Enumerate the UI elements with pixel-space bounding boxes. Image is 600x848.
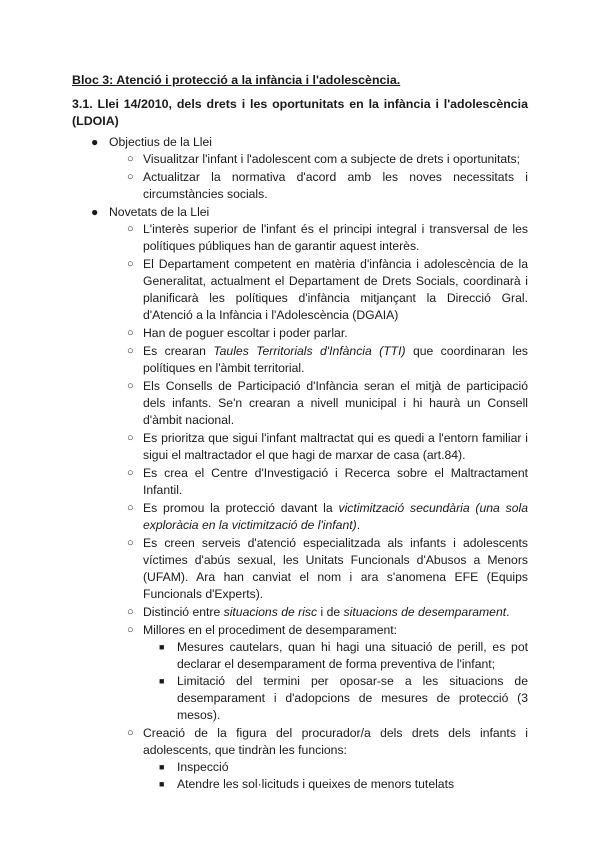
bullet-circle-icon: ○ (127, 327, 134, 339)
list-item (109, 500, 528, 534)
bullet-circle-icon: ○ (127, 432, 134, 444)
list-item (109, 430, 528, 464)
list-item (109, 325, 528, 342)
list-item (143, 776, 528, 793)
bullet-circle-icon: ○ (127, 223, 134, 235)
novetat-text-pre: Distinció entre (143, 605, 224, 619)
bullet-disc-icon: ● (91, 135, 99, 149)
novetat-emphasis: victimització secundària (una sola exploràcia en la victimització de l'infant) (143, 501, 528, 532)
novetat-emphasis: situacions de desemparament (343, 605, 507, 619)
novetats-heading: Novetats de la Llei (109, 205, 210, 219)
bullet-circle-icon: ○ (127, 258, 134, 270)
list-item (109, 465, 528, 499)
list-item (109, 221, 528, 255)
novetat-text-post: . (506, 605, 510, 619)
subitem-text: Limitació del termini per oposar-se a les situacions de desemparament i d'adopcions de mesures de protecció (3 mesos). (177, 674, 528, 722)
bullet-circle-icon: ○ (127, 467, 134, 479)
bullet-square-icon: ■ (159, 762, 165, 772)
bullet-circle-icon: ○ (127, 606, 134, 618)
bloc-title: Bloc 3: Atenció i protecció a la infància i l'adolescència. (72, 73, 401, 87)
novetat-text: Es prioritza que sigui l'infant maltractat qui es quedi a l'entorn familiar i sigui el maltractador el que hagi de marxar de casa (art.84). (143, 431, 528, 462)
novetat-text: Es creen serveis d'atenció especialitzada als infants i adolescents víctimes d'abús sexual, les Unitats Funcionals d'Abusos a Menors (UFAM). Ara han canviat el nom i ara s'anomena EFE (Equips Funcionals d'Experts). (143, 536, 528, 601)
novetat-emphasis: situacions de risc (223, 605, 318, 619)
novetat-text: Creació de la figura del procurador/a dels drets dels infants i adolescents, que tindràn les funcions: (143, 726, 528, 757)
list-item (109, 151, 528, 168)
objectius-list (109, 151, 528, 203)
bullet-circle-icon: ○ (127, 171, 134, 183)
list-item (109, 535, 528, 603)
subitem-text: Atendre les sol·licituds i queixes de menors tutelats (177, 777, 455, 791)
bullet-square-icon: ■ (159, 779, 165, 789)
main-list (72, 134, 528, 793)
subitem-text: Inspecció (177, 760, 229, 774)
objectiu-text: Visualitzar l'infant i l'adolescent com a subjecte de drets i oportunitats; (143, 152, 521, 166)
bullet-square-icon: ■ (159, 676, 165, 686)
novetat-text-pre: Es promou la protecció davant la (143, 501, 339, 515)
bullet-square-icon: ■ (159, 642, 165, 652)
bullet-circle-icon: ○ (127, 345, 134, 357)
list-item (109, 169, 528, 203)
novetats-list (109, 221, 528, 793)
novetat-text: Han de poguer escoltar i poder parlar. (143, 326, 348, 340)
list-item (109, 378, 528, 429)
subitem-text: Mesures cautelars, quan hi hagi una situació de perill, es pot declarar el desemparament de forma preventiva de l'infant; (177, 640, 528, 671)
bullet-circle-icon: ○ (127, 537, 134, 549)
novetat-text-pre: Es crearan (143, 344, 214, 358)
list-item-objectius (72, 134, 528, 203)
list-item (143, 759, 528, 776)
list-item (143, 639, 528, 673)
novetat-text: L'interès superior de l'infant és el principi integral i transversal de les polítiques públiques han de garantir aquest interès. (143, 222, 528, 253)
objectius-heading: Objectius de la Llei (109, 135, 212, 149)
list-item (109, 725, 528, 793)
bullet-circle-icon: ○ (127, 624, 134, 636)
bullet-circle-icon: ○ (127, 153, 134, 165)
novetat-emphasis: Taules Territorials d'Infància (TTI) (213, 344, 406, 358)
list-item (109, 604, 528, 621)
list-item (109, 622, 528, 724)
list-item (109, 343, 528, 377)
novetat-text: El Departament competent en matèria d'infància i adolescència de la Generalitat, actualment el Departament de Drets Socials, coordinarà i planificarà les polítiques d'infància mitjançant la Direcció Gral. d'Atenció a la Infància i l'Adolescència (DGAIA) (143, 257, 528, 322)
list-item-novetats (72, 204, 528, 793)
bullet-disc-icon: ● (91, 205, 99, 219)
list-item (109, 256, 528, 324)
desemparament-sublist (143, 639, 528, 724)
novetat-text-post: que coordinaran les polítiques en l'àmbit territorial. (143, 344, 528, 375)
novetat-text: Millores en el procediment de desemparament: (143, 623, 398, 637)
novetat-text: Es crea el Centre d'Investigació i Recerca sobre el Maltractament Infantil. (143, 466, 528, 497)
list-item (143, 673, 528, 724)
procurador-sublist (143, 759, 528, 793)
objectiu-text: Actualitzar la normativa d'acord amb les noves necessitats i circumstàncies socials. (143, 170, 528, 201)
novetat-text-mid: i de (317, 605, 344, 619)
bullet-circle-icon: ○ (127, 380, 134, 392)
novetat-text: Els Consells de Participació d'Infància seran el mitjà de participació dels infants. Se'n crearan a nivell municipal i hi haurà un Consell d'àmbit nacional. (143, 379, 528, 427)
bullet-circle-icon: ○ (127, 502, 134, 514)
novetat-text-post: . (356, 518, 361, 532)
section-title: 3.1. Llei 14/2010, dels drets i les oportunitats en la infància i l'adolescència (LDOIA) (72, 97, 528, 128)
bullet-circle-icon: ○ (127, 727, 134, 739)
